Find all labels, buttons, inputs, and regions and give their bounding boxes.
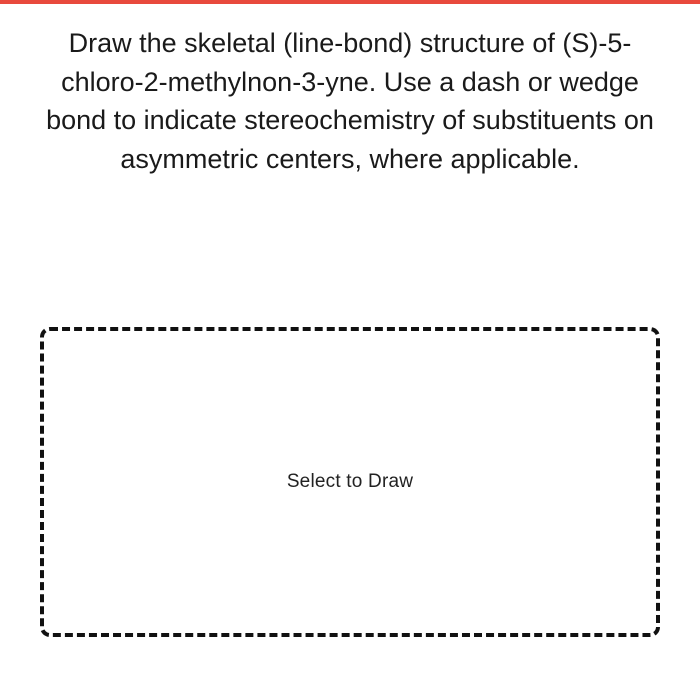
top-accent-bar	[0, 0, 700, 4]
drawing-canvas-button[interactable]	[40, 327, 660, 637]
select-to-draw-label: Select to Draw	[286, 471, 414, 492]
question-prompt: Draw the skeletal (line-bond) structure of (S)-5-chloro-2-methylnon-3-yne. Use a dash or wedge bond to indicate stereochemistry of substituents on asymmetric centers, where applicable.	[46, 28, 654, 174]
